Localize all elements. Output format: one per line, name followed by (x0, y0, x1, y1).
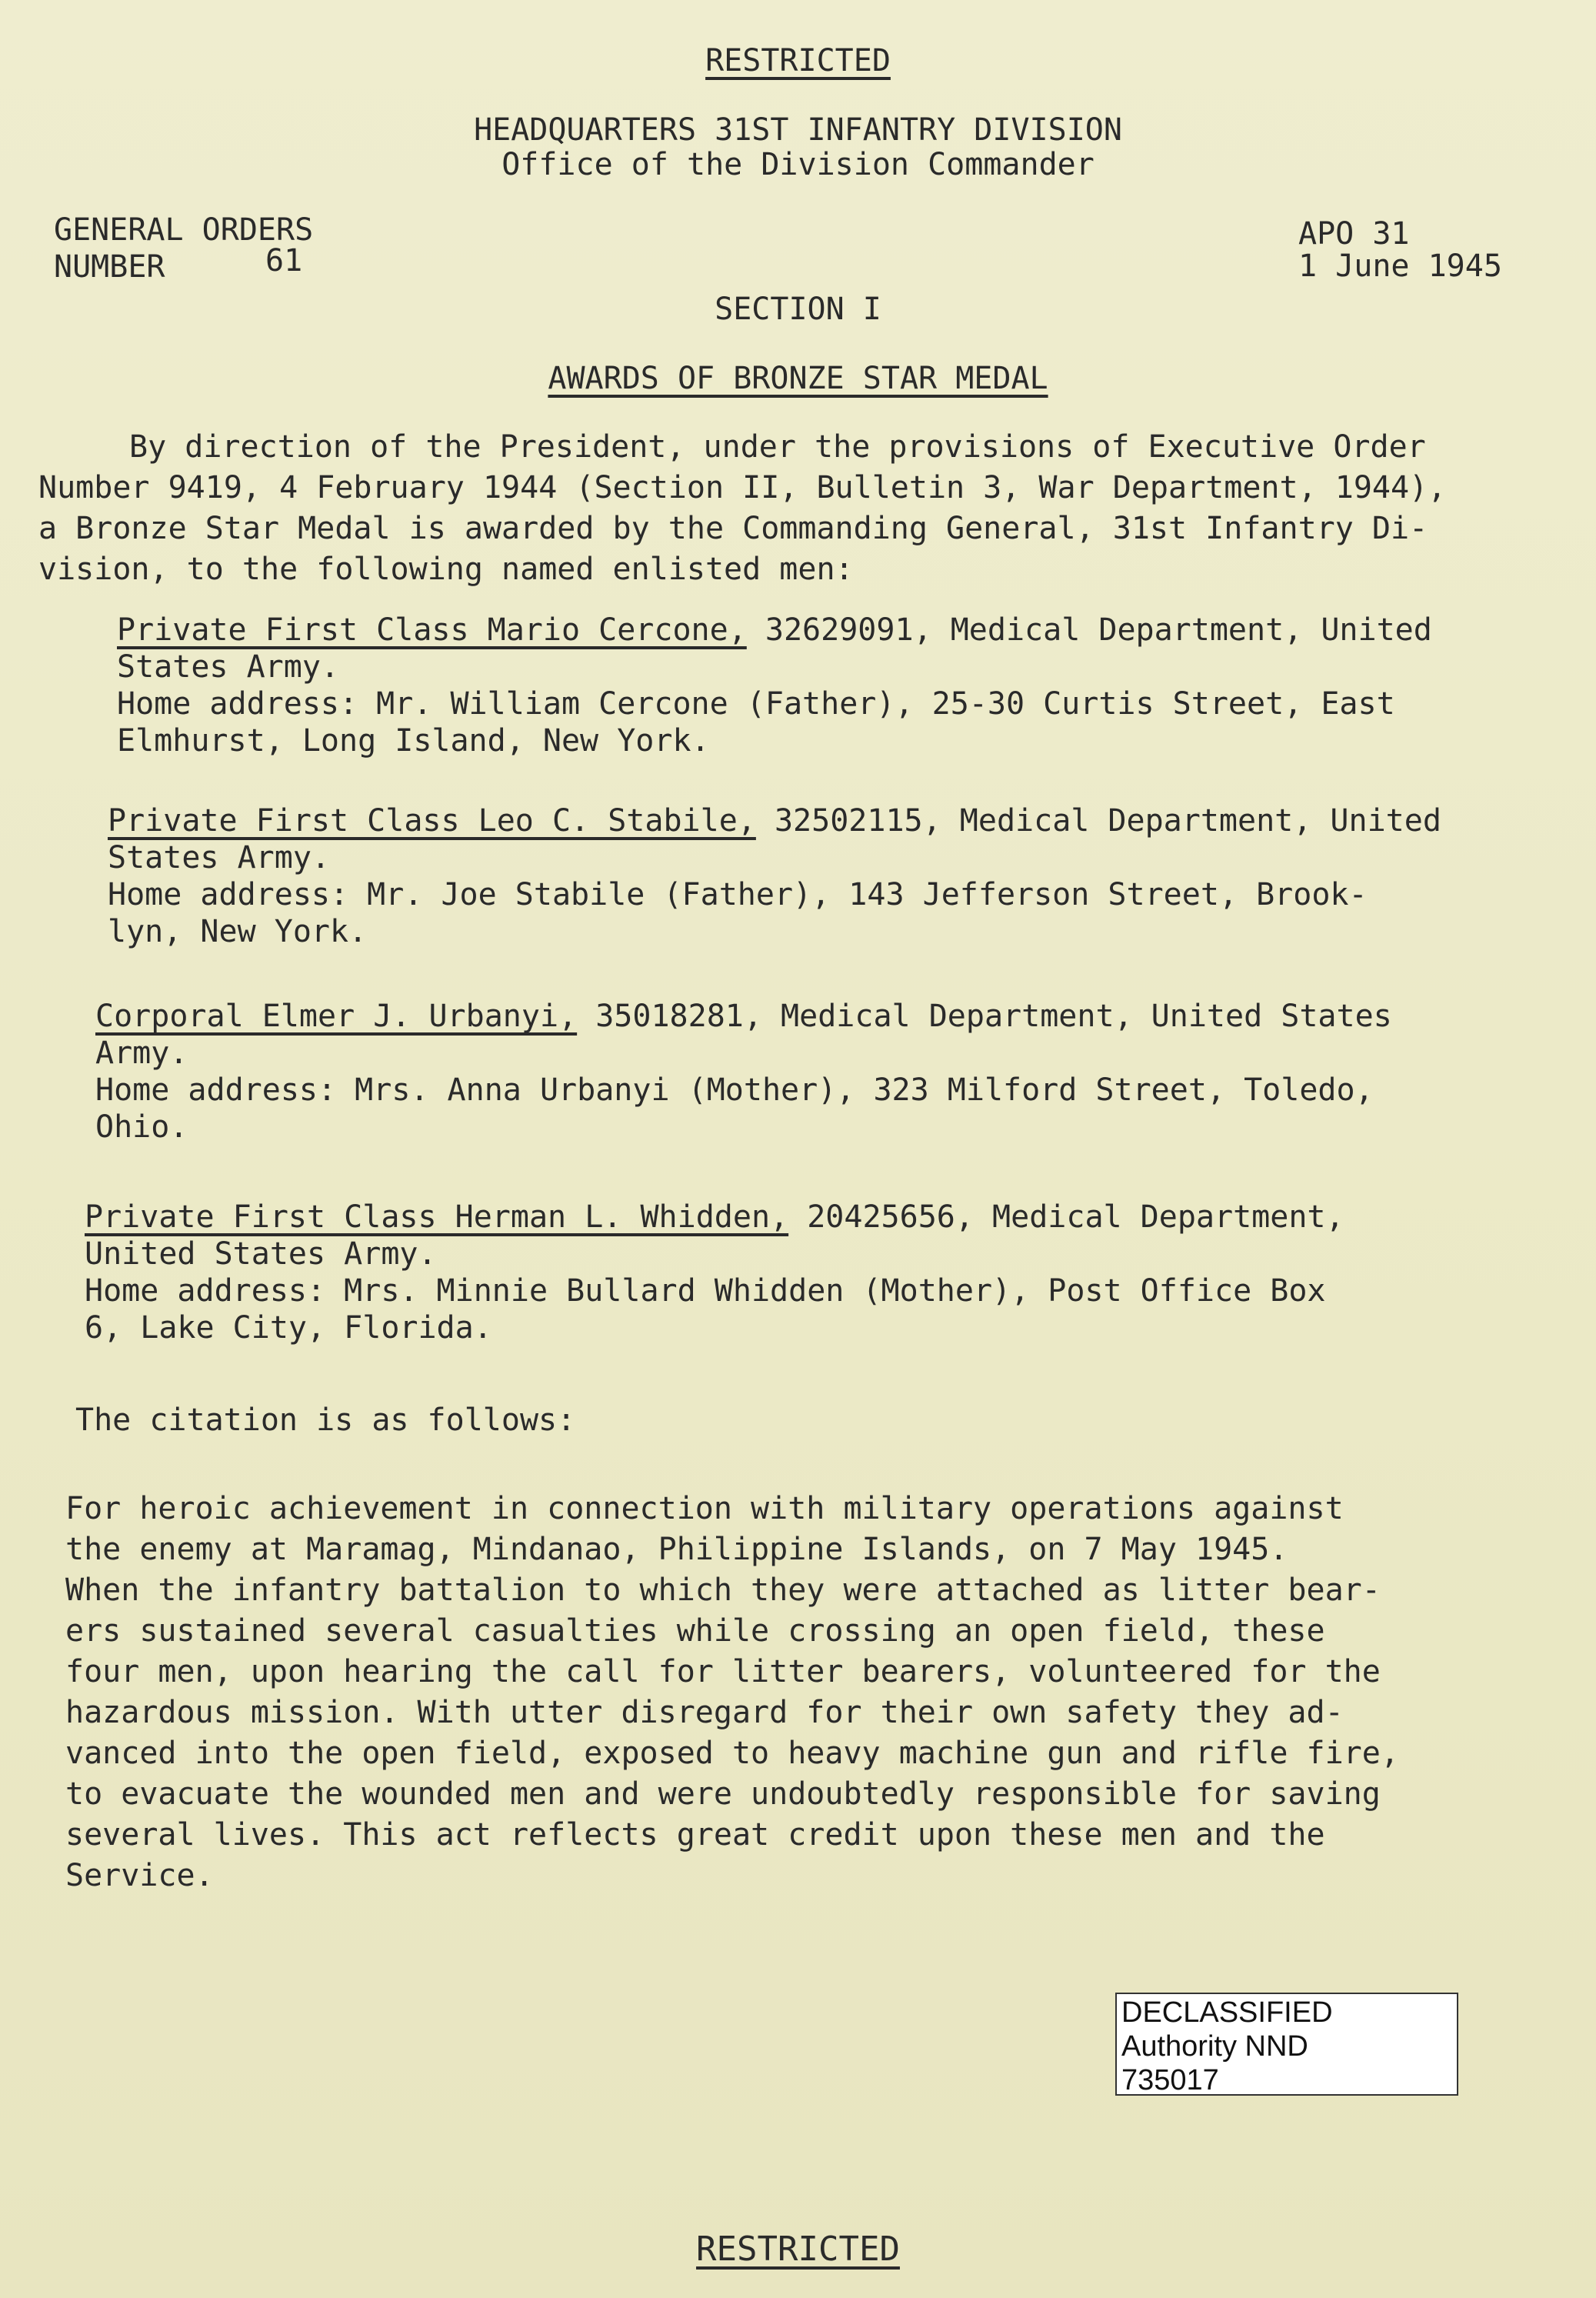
classification-bottom: RESTRICTED (696, 2230, 900, 2269)
citation-line: vanced into the open field, exposed to heavy machine gun and rifle fire, (65, 1736, 1399, 1771)
recipient-address: Home address: Mrs. Minnie Bullard Whidden (Mother), Post Office Box (85, 1273, 1326, 1309)
recipient-address: Home address: Mr. William Cercone (Father), 25-30 Curtis Street, East (117, 686, 1395, 722)
recipient-entry (95, 998, 1392, 1146)
order-date: 1 June 1945 (1298, 248, 1502, 284)
recipient-address: lyn, New York. (108, 914, 368, 949)
citation-line: For heroic achievement in connection with military operations against (65, 1491, 1344, 1526)
recipient-service: 32629091, Medical Department, United (746, 612, 1432, 648)
citation-line: the enemy at Maramag, Mindanao, Philippine Islands, on 7 May 1945. (65, 1532, 1288, 1567)
citation-line: Service. (65, 1858, 214, 1893)
recipient-branch: United States Army. (85, 1236, 437, 1272)
intro-line: Number 9419, 4 February 1944 (Section II, Bulletin 3, War Department, 1944), (38, 470, 1447, 505)
section-heading: SECTION I (715, 292, 881, 327)
recipient-address: Ohio. (95, 1109, 188, 1145)
recipient-name: Private First Class Leo C. Stabile, (108, 803, 756, 839)
recipient-entry (108, 802, 1441, 950)
citation-line: several lives. This act reflects great credit upon these men and the (65, 1817, 1325, 1853)
recipient-address: 6, Lake City, Florida. (85, 1310, 492, 1346)
recipient-address: Home address: Mr. Joe Stabile (Father), 143 Jefferson Street, Brook- (108, 877, 1368, 912)
number-label: NUMBER (54, 249, 165, 285)
recipient-entry (85, 1199, 1344, 1346)
recipient-service: 20425656, Medical Department, (788, 1199, 1344, 1235)
citation-line: ers sustained several casualties while crossing an open field, these (65, 1613, 1325, 1649)
recipient-branch: States Army. (108, 840, 330, 876)
recipient-address: Elmhurst, Long Island, New York. (117, 723, 710, 759)
classification-top: RESTRICTED (705, 43, 891, 78)
declassified-stamp (1115, 1993, 1458, 2096)
document-title: AWARDS OF BRONZE STAR MEDAL (548, 361, 1048, 396)
recipient-name: Private First Class Mario Cercone, (117, 612, 747, 648)
general-orders-label: GENERAL ORDERS (54, 212, 314, 248)
org-subheading: Office of the Division Commander (501, 147, 1095, 182)
apo-label: APO 31 (1298, 216, 1410, 252)
recipient-name: Corporal Elmer J. Urbanyi, (95, 999, 578, 1034)
citation-line: to evacuate the wounded men and were undoubtedly responsible for saving (65, 1776, 1381, 1812)
recipient-service: 32502115, Medical Department, United (755, 803, 1441, 839)
intro-line: By direction of the President, under the provisions of Executive Order (129, 429, 1426, 465)
citation-line: four men, upon hearing the call for litter bearers, volunteered for the (65, 1654, 1381, 1689)
recipient-entry (117, 612, 1432, 759)
recipient-service: 35018281, Medical Department, United States (577, 999, 1392, 1034)
order-number: 61 (265, 243, 303, 278)
citation-intro: The citation is as follows: (75, 1402, 576, 1438)
recipient-branch: Army. (95, 1036, 188, 1071)
intro-line: a Bronze Star Medal is awarded by the Commanding General, 31st Infantry Di- (38, 511, 1428, 546)
citation-line: hazardous mission. With utter disregard for their own safety they ad- (65, 1695, 1344, 1730)
stamp-line: 735017 (1121, 2064, 1219, 2096)
stamp-line: Authority NND (1121, 2030, 1308, 2063)
intro-line: vision, to the following named enlisted men: (38, 552, 854, 587)
recipient-branch: States Army. (117, 649, 339, 685)
intro-paragraph (38, 427, 1446, 590)
stamp-line: DECLASSIFIED (1121, 1996, 1333, 2029)
citation-line: When the infantry battalion to which they were attached as litter bear- (65, 1573, 1381, 1608)
org-heading: HEADQUARTERS 31ST INFANTRY DIVISION (474, 112, 1122, 148)
citation-paragraph (65, 1489, 1399, 1896)
recipient-address: Home address: Mrs. Anna Urbanyi (Mother), 323 Milford Street, Toledo, (95, 1072, 1374, 1108)
recipient-name: Private First Class Herman L. Whidden, (85, 1199, 789, 1235)
